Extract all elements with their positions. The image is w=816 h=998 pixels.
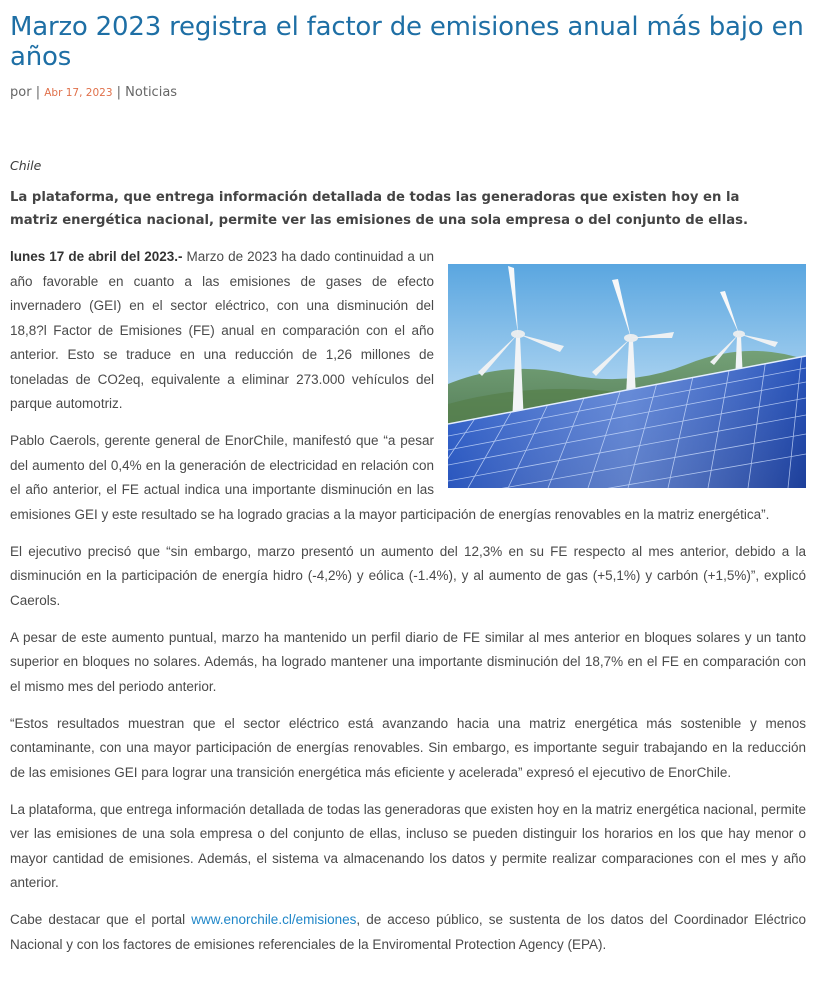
paragraph-1-text: Marzo de 2023 ha dado continuidad a un año favorable en cuanto a las emisiones de gases de efecto invernadero (GEI) en el sector eléctrico, con una disminución del 18,8?l Factor de Emisiones (FE) anual en comparación con el año anterior. Esto se traduce en una reducción de 1,26 millones de toneladas de CO2eq, equivalente a eliminar 273.000 vehículos del parque automotriz. — [10, 249, 434, 411]
lead-paragraph: La plataforma, que entrega información detallada de todas las generadoras que existen hoy en la matriz energética nacional, permite ver las emisiones de una sola empresa o del conjunto de ellas. — [10, 190, 748, 228]
dateline: lunes 17 de abril del 2023.- — [10, 249, 183, 264]
article-body — [10, 245, 806, 970]
paragraph-2: Pablo Caerols, gerente general de EnorChile, manifestó que “a pesar del aumento del 0,4% en la generación de electricidad en relación con el año anterior, el FE actual indica una importante disminución en las emisiones GEI y este resultado se ha logrado gracias a la mayor participación de energías renovables en la matriz energética”. — [10, 433, 770, 522]
post-date: Abr 17, 2023 — [44, 87, 113, 99]
paragraph-7-text-b: , de acceso público, se sustenta de los datos del Coordinador Eléctrico Nacional y con los factores de emisiones referenciales de la Enviromental Protection Agency (EPA). — [10, 912, 807, 952]
paragraph-6: La plataforma, que entrega información detallada de todas las generadoras que existen hoy en la matriz energética nacional, permite ver las emisiones de una sola empresa o del conjunto de ellas, incluso se pueden distinguir los horarios en los que hay menor o mayor cantidad de emisiones. Además, el sistema va almacenando los datos y permite realizar comparaciones con el mes y año anterior. — [10, 801, 806, 890]
meta-by: por — [10, 85, 32, 100]
location-label: Chile — [10, 158, 42, 173]
meta-separator: | — [116, 85, 122, 100]
wind-turbines-solar-panels-photo — [448, 264, 806, 488]
paragraph-4: A pesar de este aumento puntual, marzo ha mantenido un perfil diario de FE similar al mes anterior en bloques solares y un tanto superior en bloques no solares. Además, ha logrado mantener una importante disminución del 18,7% en el FE en comparación con el mismo mes del periodo anterior. — [10, 629, 806, 694]
emissions-portal-link[interactable]: www.enorchile.cl/emisiones — [191, 912, 357, 927]
paragraph-7 — [10, 908, 806, 957]
category-link[interactable]: Noticias — [125, 85, 178, 100]
paragraph-5: “Estos resultados muestran que el sector eléctrico está avanzando hacia una matriz energética más sostenible y menos contaminante, con una mayor participación de energías renovables. Sin embargo, es importante seguir trabajando en la reducción de las emisiones GEI para lograr una transición energética más eficiente y acelerada” expresó el ejecutivo de EnorChile. — [10, 715, 806, 780]
paragraph-7-text-a: Cabe destacar que el portal — [10, 912, 192, 927]
paragraph-3: El ejecutivo precisó que “sin embargo, marzo presentó un aumento del 12,3% en su FE respecto al mes anterior, debido a la disminución en la participación de energía hidro (-4,2%) y eólica (-1.4%), y al aumento de gas (+5,1%) y carbón (+1,5%)”, explicó Caerols. — [10, 543, 806, 608]
article — [10, 0, 807, 952]
meta-separator: | — [35, 85, 41, 100]
post-meta — [10, 84, 806, 102]
article-title: Marzo 2023 registra el factor de emisiones anual más bajo en años — [10, 12, 804, 72]
